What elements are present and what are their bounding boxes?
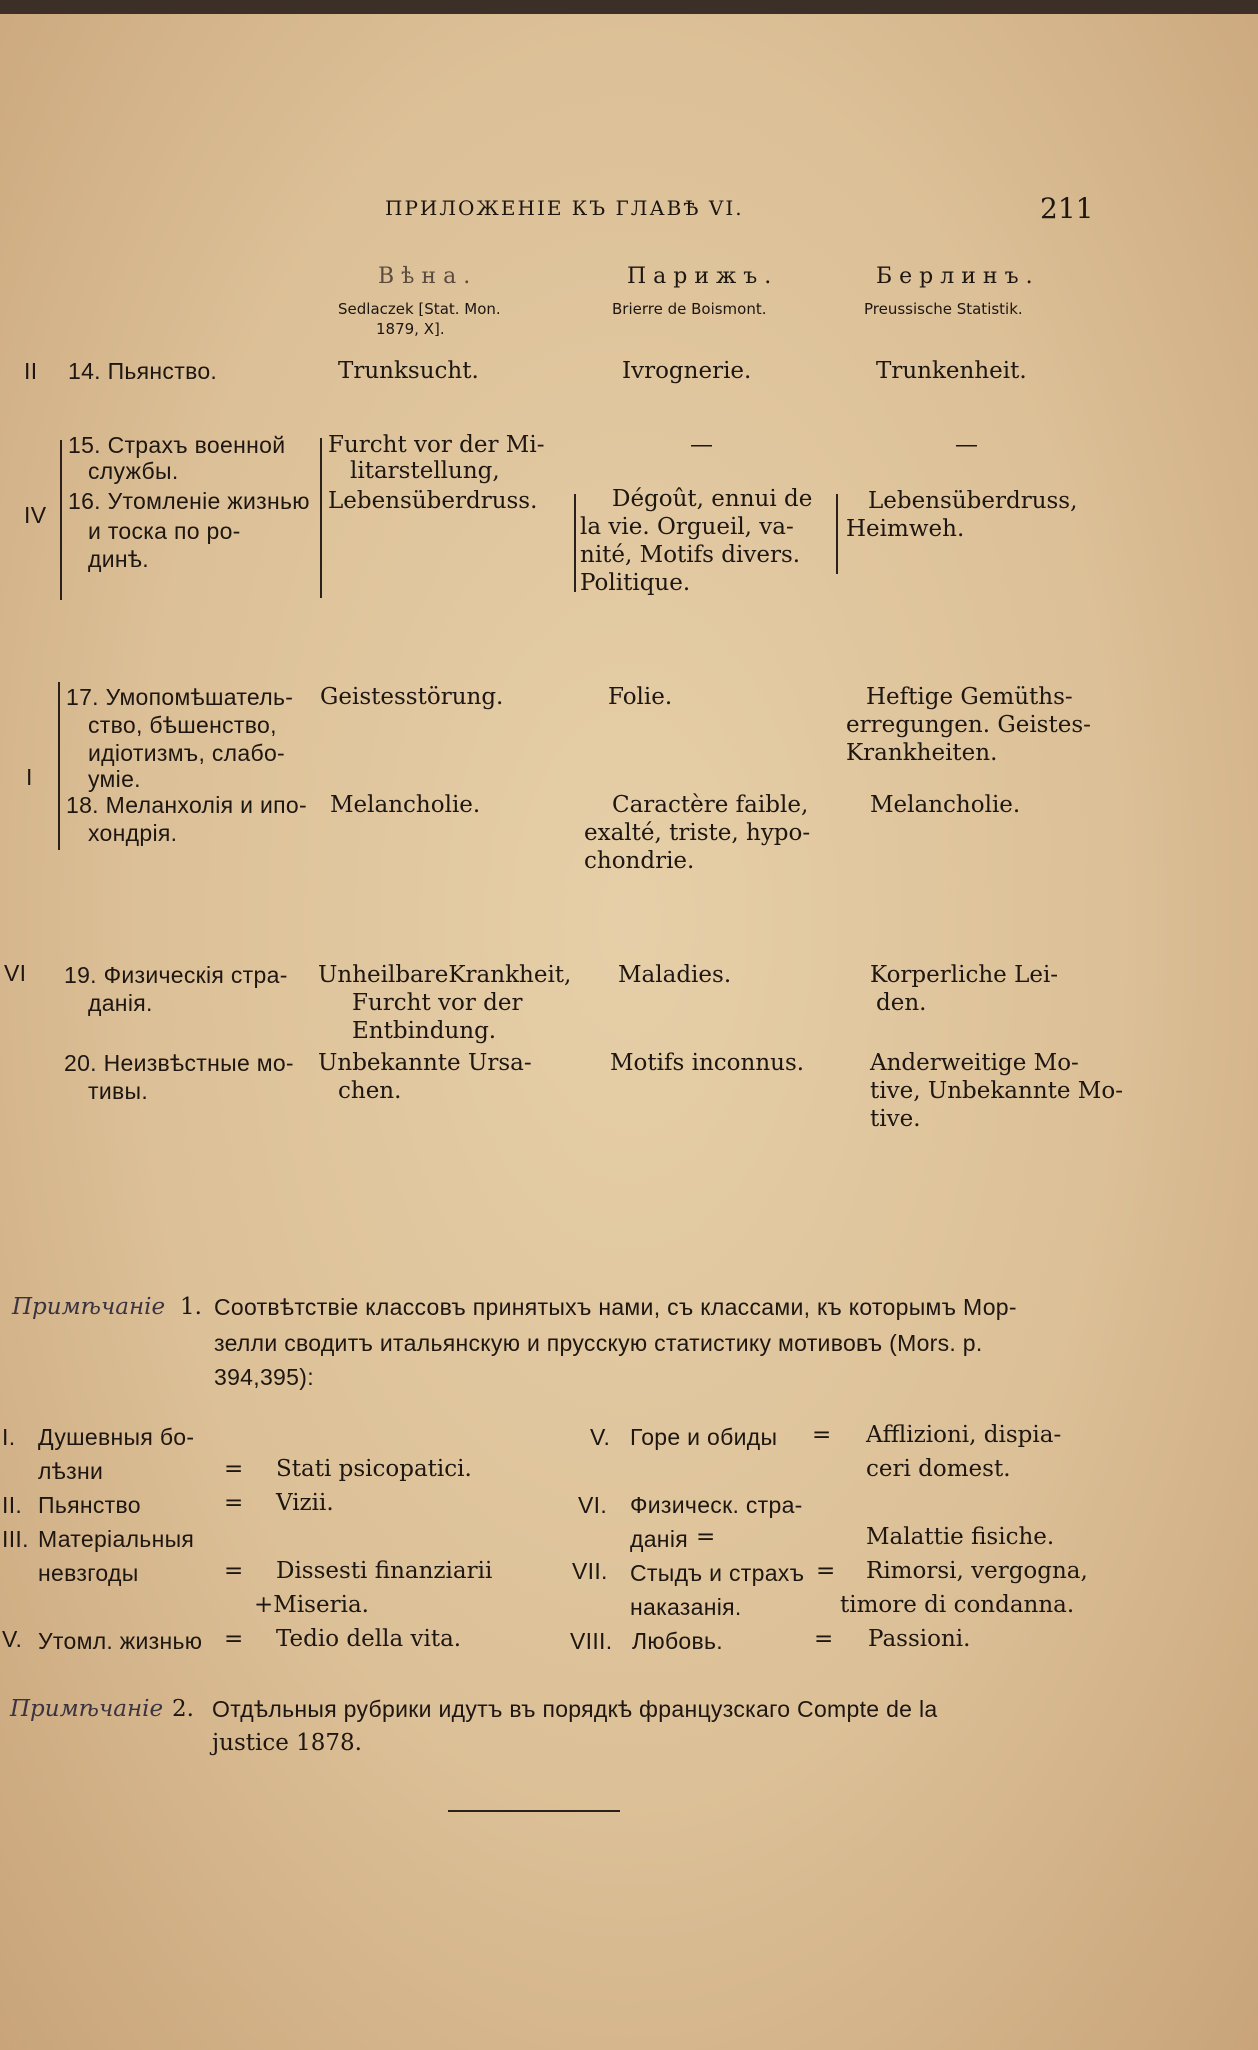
right-item-1-italian: Afflizioni, dispia-	[866, 1422, 1062, 1448]
row-20-vienna-2: chen.	[338, 1078, 402, 1104]
row-19-paris: Maladies.	[618, 962, 732, 988]
right-item-3-num: VII.	[572, 1558, 608, 1584]
row-16-paris: Dégoût, ennui de	[612, 486, 813, 512]
row-14-label: 14. Пьянство.	[68, 358, 218, 384]
row-16-paris-4: Politique.	[580, 570, 691, 596]
row-18-label: 18. Меланхолія и ипо-	[66, 792, 307, 818]
row-16-vienna: Lebensüberdruss.	[328, 488, 538, 514]
note-1-number: 1.	[180, 1294, 202, 1320]
row-18-berlin: Melancholie.	[870, 792, 1021, 818]
left-item-2-label: Пьянство	[38, 1492, 141, 1518]
row-16-paris-2: la vie. Orgueil, va-	[580, 514, 794, 540]
row-18-label-2: хондрія.	[88, 820, 178, 846]
page-number: 211	[1040, 192, 1094, 225]
row-16-label-2: и тоска по ро-	[88, 518, 241, 544]
row-15-berlin: —	[955, 432, 978, 458]
row-16-berlin: Lebensüberdruss,	[868, 488, 1078, 514]
row-17-label-3: идіотизмъ, слабо-	[88, 740, 285, 766]
right-item-3-eq: =	[816, 1558, 836, 1584]
row-18-paris-2: exalté, triste, hypo-	[584, 820, 811, 846]
left-item-3-eq: =	[224, 1558, 244, 1584]
right-item-1-eq: =	[812, 1422, 832, 1448]
row-18-paris-3: chondrie.	[584, 848, 695, 874]
row-17-label-2: ство, бѣшенство,	[88, 712, 277, 738]
running-head: ПРИЛОЖЕНІЕ КЪ ГЛАВѢ VI.	[385, 196, 744, 220]
row-18-vienna: Melancholie.	[330, 792, 481, 818]
right-item-1-italian-2: ceri domest.	[866, 1456, 1011, 1482]
row-17-berlin-3: Krankheiten.	[846, 740, 998, 766]
row-14-berlin: Trunkenheit.	[876, 358, 1027, 384]
left-item-1-num: I.	[2, 1424, 16, 1450]
row-20-label-2: тивы.	[88, 1078, 149, 1104]
row-16-label-3: динѣ.	[88, 546, 149, 572]
paris-brace	[574, 494, 576, 592]
left-item-2-eq: =	[224, 1490, 244, 1516]
row-19-label: 19. Физическія стра-	[64, 962, 288, 988]
row-20-label: 20. Неизвѣстные мо-	[64, 1050, 294, 1076]
right-item-2-label: Физическ. стра-	[630, 1492, 803, 1518]
note-2-line-2: justice 1878.	[212, 1730, 362, 1756]
left-item-1-italian: Stati psicopatici.	[276, 1456, 472, 1482]
left-item-4-num: V.	[2, 1626, 23, 1652]
row-15-vienna: Furcht vor der Mi-	[328, 432, 545, 458]
col-berlin-title: Берлинъ.	[876, 264, 1040, 289]
note-2-line-1: Отдѣльныя рубрики идутъ въ порядкѣ французскаго Compte de la	[212, 1696, 938, 1722]
row-19-vienna: UnheilbareKrankheit,	[318, 962, 572, 988]
group-numeral-ii: II	[24, 358, 38, 384]
left-item-3-label: Матеріальныя	[38, 1526, 195, 1552]
right-item-3-label-2: наказанія.	[630, 1594, 742, 1620]
row-15-paris: —	[690, 432, 713, 458]
left-item-3-italian: Dissesti finanziarii	[276, 1558, 493, 1584]
berlin-brace	[836, 494, 838, 574]
right-item-2-label-2: данія	[630, 1526, 688, 1552]
group-numeral-iv: IV	[24, 502, 47, 528]
group-iv-brace	[60, 440, 62, 600]
row-15-label: 15. Страхъ военной	[68, 432, 286, 458]
row-17-berlin: Heftige Gemüths-	[866, 684, 1073, 710]
row-19-label-2: данія.	[88, 990, 153, 1016]
row-20-vienna: Unbekannte Ursa-	[318, 1050, 532, 1076]
row-17-berlin-2: erregungen. Geistes-	[846, 712, 1091, 738]
row-20-berlin-3: tive.	[870, 1106, 921, 1132]
row-17-label: 17. Умопомѣшатель-	[66, 684, 294, 710]
left-item-3-italian-2: +Miseria.	[254, 1592, 369, 1618]
row-14-vienna: Trunksucht.	[338, 358, 479, 384]
right-item-2-num: VI.	[578, 1492, 608, 1518]
col-berlin-source: Preussische Statistik.	[864, 300, 1023, 318]
left-item-4-label: Утомл. жизнью	[38, 1628, 203, 1654]
row-19-berlin: Korperliche Lei-	[870, 962, 1059, 988]
row-16-label: 16. Утомленіе жизнью	[68, 488, 310, 514]
group-numeral-i: I	[26, 764, 33, 790]
row-19-berlin-2: den.	[876, 990, 927, 1016]
right-item-2-eq: =	[696, 1524, 716, 1550]
right-item-3-label: Стыдъ и страхъ	[630, 1560, 805, 1586]
group-numeral-vi: VI	[4, 960, 27, 986]
note-1-label: Примѣчаніе	[12, 1294, 166, 1320]
left-item-1-label-2: лѣзни	[38, 1458, 104, 1484]
row-20-berlin: Anderweitige Mo-	[870, 1050, 1079, 1076]
note-2-number: 2.	[172, 1696, 194, 1722]
left-item-1-eq: =	[224, 1456, 244, 1482]
row-20-berlin-2: tive, Unbekannte Mo-	[870, 1078, 1123, 1104]
right-item-4-label: Любовь.	[632, 1628, 724, 1654]
note-1-line-1: Соотвѣтствіе классовъ принятыхъ нами, съ классами, къ которымъ Мор-	[214, 1294, 1017, 1320]
right-item-4-num: VIII.	[570, 1628, 613, 1654]
right-item-2-italian: Malattie fisiche.	[866, 1524, 1055, 1550]
row-19-vienna-2: Furcht vor der	[352, 990, 523, 1016]
vienna-brace	[320, 438, 322, 598]
col-paris-source: Brierre de Boismont.	[612, 300, 767, 318]
row-17-vienna: Geistesstörung.	[320, 684, 504, 710]
col-paris-title: Парижъ.	[627, 264, 779, 289]
right-item-1-label: Горе и обиды	[630, 1424, 778, 1450]
row-17-paris: Folie.	[608, 684, 673, 710]
left-item-4-italian: Tedio della vita.	[276, 1626, 462, 1652]
row-15-label-2: службы.	[88, 458, 179, 484]
row-18-paris: Caractère faible,	[612, 792, 809, 818]
row-16-berlin-2: Heimweh.	[846, 516, 965, 542]
scan-top-edge	[0, 0, 1258, 14]
right-item-1-num: V.	[590, 1424, 611, 1450]
row-20-paris: Motifs inconnus.	[610, 1050, 805, 1076]
end-rule	[448, 1810, 620, 1812]
col-vienna-title: Вѣна.	[378, 264, 478, 289]
note-1-line-3: 394,395):	[214, 1364, 314, 1390]
group-i-brace	[58, 682, 60, 850]
row-14-paris: Ivrognerie.	[622, 358, 752, 384]
left-item-3-label-2: невзгоды	[38, 1560, 139, 1586]
left-item-3-num: III.	[2, 1526, 29, 1552]
row-17-label-4: уміе.	[88, 766, 141, 792]
right-item-3-italian: Rimorsi, vergogna,	[866, 1558, 1088, 1584]
row-16-paris-3: nité, Motifs divers.	[580, 542, 801, 568]
note-1-line-2: зелли сводитъ итальянскую и прусскую статистику мотивовъ (Mors. p.	[214, 1330, 983, 1356]
note-2-label: Примѣчаніе	[10, 1696, 164, 1722]
row-19-vienna-3: Entbindung.	[352, 1018, 497, 1044]
right-item-3-italian-2: timore di condanna.	[840, 1592, 1075, 1618]
left-item-1-label: Душевныя бо-	[38, 1424, 195, 1450]
col-vienna-source-2: 1879, X].	[376, 320, 445, 338]
left-item-2-num: II.	[2, 1492, 23, 1518]
right-item-4-italian: Passioni.	[868, 1626, 971, 1652]
right-item-4-eq: =	[814, 1626, 834, 1652]
left-item-2-italian: Vizii.	[276, 1490, 334, 1516]
row-15-vienna-2: litarstellung,	[350, 458, 500, 484]
left-item-4-eq: =	[224, 1626, 244, 1652]
col-vienna-source: Sedlaczek [Stat. Mon.	[338, 300, 501, 318]
